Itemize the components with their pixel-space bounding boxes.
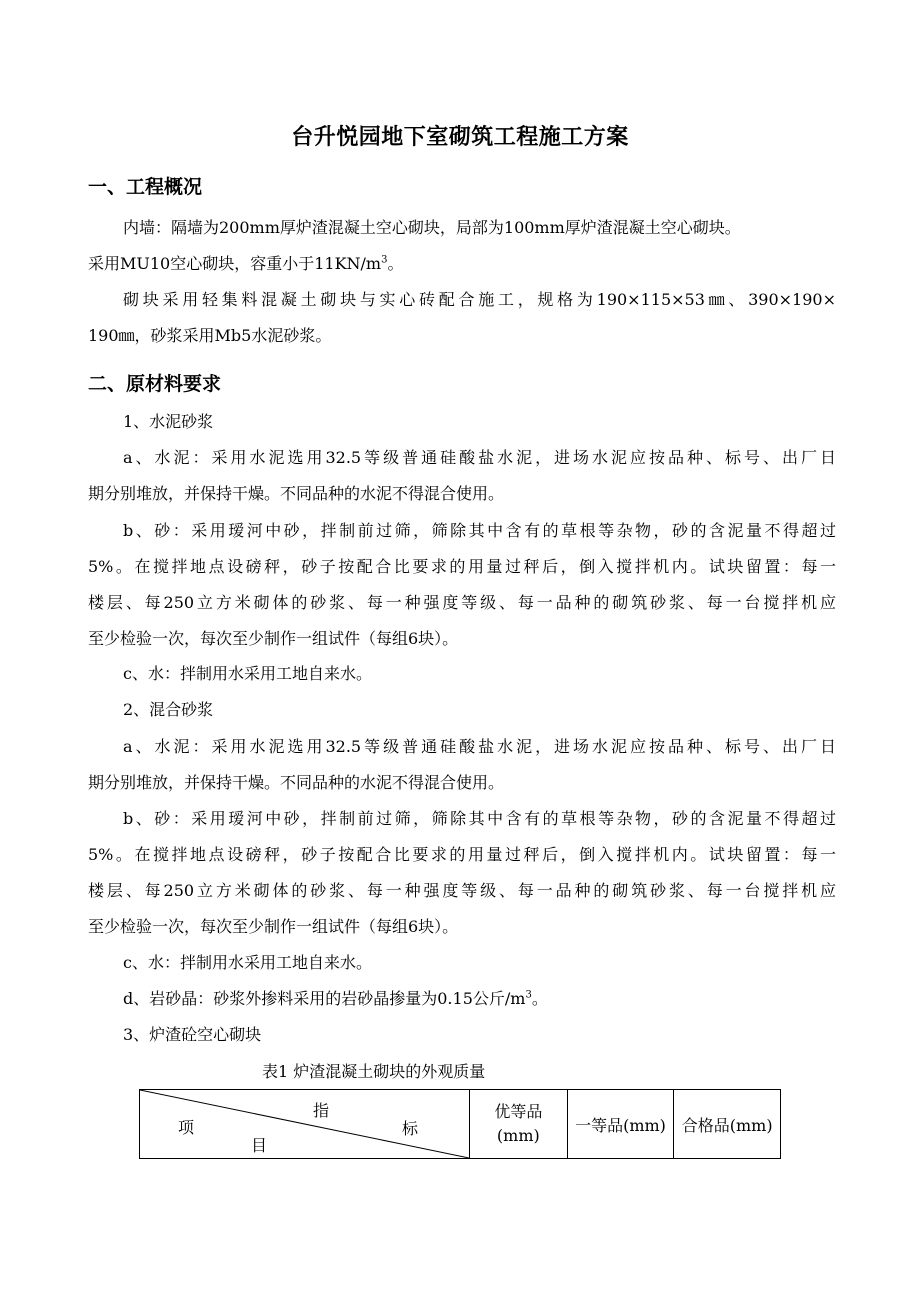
- paragraph-line: 楼层、每250立方米砌体的砂浆、每一种强度等级、每一品种的砌筑砂浆、每一台搅拌机应: [88, 881, 836, 900]
- section1-heading: 一、工程概况: [88, 176, 203, 198]
- section2-heading: 二、原材料要求: [88, 373, 222, 395]
- paragraph-line: 190㎜，砂浆采用Mb5水泥砂浆。: [88, 326, 332, 345]
- subheading: 3、炉渣砼空心砌块: [123, 1025, 262, 1044]
- paragraph-line: 楼层、每250立方米砌体的砂浆、每一种强度等级、每一品种的砌筑砂浆、每一台搅拌机应: [88, 593, 836, 612]
- diag-label-right: 标: [402, 1119, 419, 1138]
- paragraph-line: 至少检验一次，每次至少制作一组试件（每组6块）。: [88, 917, 459, 936]
- diag-label-top: 指: [313, 1101, 330, 1120]
- document-title: 台升悦园地下室砌筑工程施工方案: [291, 125, 629, 150]
- paragraph-line: a、水泥：采用水泥选用32.5等级普通硅酸盐水泥，进场水泥应按品种、标号、出厂日: [123, 448, 836, 467]
- subheading: 2、混合砂浆: [123, 700, 214, 719]
- paragraph-line: 内墙：隔墙为200mm厚炉渣混凝土空心砌块，局部为100mm厚炉渣混凝土空心砌块。: [123, 218, 741, 237]
- subheading: 1、水泥砂浆: [123, 412, 214, 431]
- table-header-row: [140, 1090, 781, 1159]
- paragraph-line: c、水：拌制用水采用工地自来水。: [123, 664, 372, 683]
- quality-table: [139, 1089, 781, 1159]
- paragraph-line: d、岩砂晶：砂浆外掺料采用的岩砂晶掺量为0.15公斤$/m^3$。: [123, 989, 548, 1008]
- paragraph-line: 5%。在搅拌地点设磅秤，砂子按配合比要求的用量过秤后，倒入搅拌机内。试块留置：每一: [88, 845, 836, 864]
- diagonal-header-cell: [140, 1090, 470, 1159]
- header-grade-first: 一等品(mm): [567, 1090, 674, 1159]
- diag-label-left: 项: [178, 1118, 195, 1137]
- paragraph-line: a、水泥：采用水泥选用32.5等级普通硅酸盐水泥，进场水泥应按品种、标号、出厂日: [123, 737, 836, 756]
- paragraph-line: 至少检验一次，每次至少制作一组试件（每组6块）。: [88, 629, 459, 648]
- paragraph-line: b、砂：采用瑷河中砂，拌制前过筛，筛除其中含有的草根等杂物，砂的含泥量不得超过: [123, 521, 836, 540]
- table-caption: 表1 炉渣混凝土砌块的外观质量: [262, 1062, 486, 1081]
- paragraph-line: 5%。在搅拌地点设磅秤，砂子按配合比要求的用量过秤后，倒入搅拌机内。试块留置：每一: [88, 557, 836, 576]
- diag-label-bottom: 目: [251, 1136, 268, 1155]
- paragraph-line: 采用MU10空心砌块，容重小于$11KN/m^3$。: [88, 254, 404, 273]
- paragraph-line: 期分别堆放，并保持干燥。不同品种的水泥不得混合使用。: [88, 484, 505, 503]
- paragraph-line: b、砂：采用瑷河中砂，拌制前过筛，筛除其中含有的草根等杂物，砂的含泥量不得超过: [123, 809, 836, 828]
- header-grade-superior: 优等品 (mm): [470, 1090, 568, 1159]
- paragraph-line: c、水：拌制用水采用工地自来水。: [123, 953, 372, 972]
- header-grade-qualified: 合格品(mm): [674, 1090, 781, 1159]
- paragraph-line: 期分别堆放，并保持干燥。不同品种的水泥不得混合使用。: [88, 773, 505, 792]
- paragraph-line: 砌块采用轻集料混凝土砌块与实心砖配合施工，规格为190×115×53㎜、390×190×: [123, 290, 836, 309]
